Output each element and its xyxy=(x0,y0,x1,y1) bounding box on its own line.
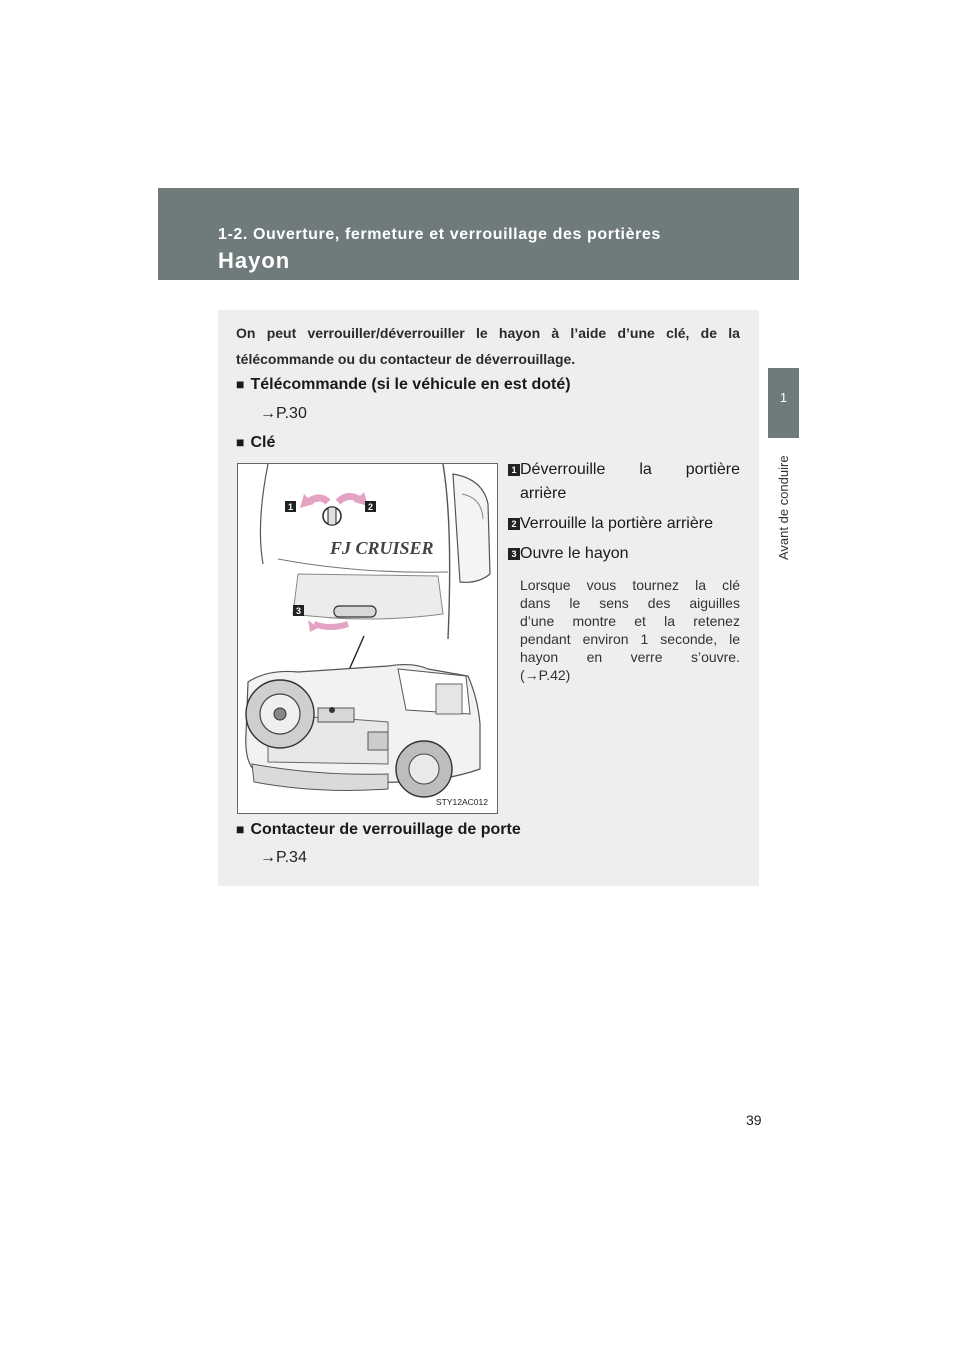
note-line xyxy=(520,576,740,594)
chapter-tab xyxy=(768,368,799,438)
word: à xyxy=(551,325,560,341)
section-title: 1-2. Ouverture, fermeture et verrouillage des portières xyxy=(218,226,661,243)
key-illustration xyxy=(237,463,498,814)
remote-page-ref: →P.30 xyxy=(260,405,307,422)
note-page-ref: (→P.42) xyxy=(520,667,571,683)
note-paragraph xyxy=(508,576,740,684)
word: d’une xyxy=(617,325,655,341)
remote-heading xyxy=(236,376,571,394)
word: montre xyxy=(572,613,617,629)
word: la xyxy=(695,577,707,593)
note-line xyxy=(520,630,740,648)
word: la xyxy=(639,461,652,478)
word: le xyxy=(729,631,740,647)
word: pendant xyxy=(520,631,571,647)
word: hayon xyxy=(520,649,559,665)
word: Lorsque xyxy=(520,577,571,593)
word: d’une xyxy=(520,613,555,629)
word: 1 xyxy=(640,631,649,647)
note-line xyxy=(520,648,740,666)
word: On xyxy=(236,325,256,341)
word: aiguilles xyxy=(689,595,740,611)
word: le xyxy=(475,325,488,341)
list-item xyxy=(508,512,740,536)
chapter-label: Avant de conduire xyxy=(776,455,791,560)
word: environ xyxy=(582,631,629,647)
tailgate-diagram xyxy=(238,464,497,813)
word: Déverrouille xyxy=(520,461,606,478)
note-line xyxy=(520,594,740,612)
emblem-logo: FJ CRUISER xyxy=(330,538,434,558)
word: vous xyxy=(586,577,617,593)
step-number-badge: 2 xyxy=(508,518,520,530)
key-heading xyxy=(236,434,275,452)
item-2-text: Verrouille la portière arrière xyxy=(520,515,713,532)
word: dans xyxy=(520,595,551,611)
item-1-line-1 xyxy=(520,458,740,482)
remote-heading-text: Télécommande (si le véhicule en est doté) xyxy=(250,376,571,393)
page-number: 39 xyxy=(746,1112,762,1128)
chapter-number: 1 xyxy=(779,390,788,405)
bullet-square-icon: ■ xyxy=(236,376,245,392)
step-number-badge: 3 xyxy=(508,548,520,560)
word: portière xyxy=(685,461,740,478)
item-1-line-2: arrière xyxy=(520,485,567,502)
open-arrow-icon xyxy=(314,624,348,627)
word: la xyxy=(664,613,676,629)
list-item xyxy=(508,458,740,506)
list-item xyxy=(508,542,740,566)
word: sens xyxy=(599,595,629,611)
tailgate-handle xyxy=(334,606,376,617)
word: des xyxy=(647,595,671,611)
switch-heading-text: Contacteur de verrouillage de porte xyxy=(250,821,521,838)
word: seconde, xyxy=(660,631,718,647)
figure-code: STY12AC012 xyxy=(436,797,488,807)
step-number-badge: 1 xyxy=(508,464,520,476)
bullet-square-icon: ■ xyxy=(236,434,245,450)
svg-text:3: 3 xyxy=(295,606,302,616)
word: verre xyxy=(630,649,663,665)
intro-line-2: télécommande ou du contacteur de déverrouillage. xyxy=(236,351,576,367)
switch-page-ref: →P.34 xyxy=(260,849,307,866)
svg-text:1: 1 xyxy=(287,502,294,512)
word: l’aide xyxy=(570,325,607,341)
word: hayon xyxy=(498,325,541,341)
page-title: Hayon xyxy=(218,248,291,273)
intro-paragraph xyxy=(236,320,740,372)
word: s’ouvre. xyxy=(690,649,740,665)
note-line xyxy=(520,612,740,630)
key-steps-list xyxy=(508,458,740,684)
word: clé, xyxy=(666,325,690,341)
word: verrouiller/déverrouiller xyxy=(307,325,465,341)
switch-heading xyxy=(236,821,521,839)
intro-line-1 xyxy=(236,320,740,346)
word: peut xyxy=(266,325,297,341)
word: en xyxy=(586,649,603,665)
section-header xyxy=(158,188,799,280)
word: la xyxy=(728,325,740,341)
content-panel xyxy=(218,310,759,886)
svg-text:2: 2 xyxy=(367,502,374,512)
word: tournez xyxy=(632,577,680,593)
word: le xyxy=(569,595,581,611)
word: retenez xyxy=(693,613,740,629)
word: clé xyxy=(722,577,740,593)
word: de xyxy=(700,325,718,341)
item-3-text: Ouvre le hayon xyxy=(520,545,629,562)
key-heading-text: Clé xyxy=(250,434,276,451)
word: et xyxy=(634,613,646,629)
bullet-square-icon: ■ xyxy=(236,821,245,837)
